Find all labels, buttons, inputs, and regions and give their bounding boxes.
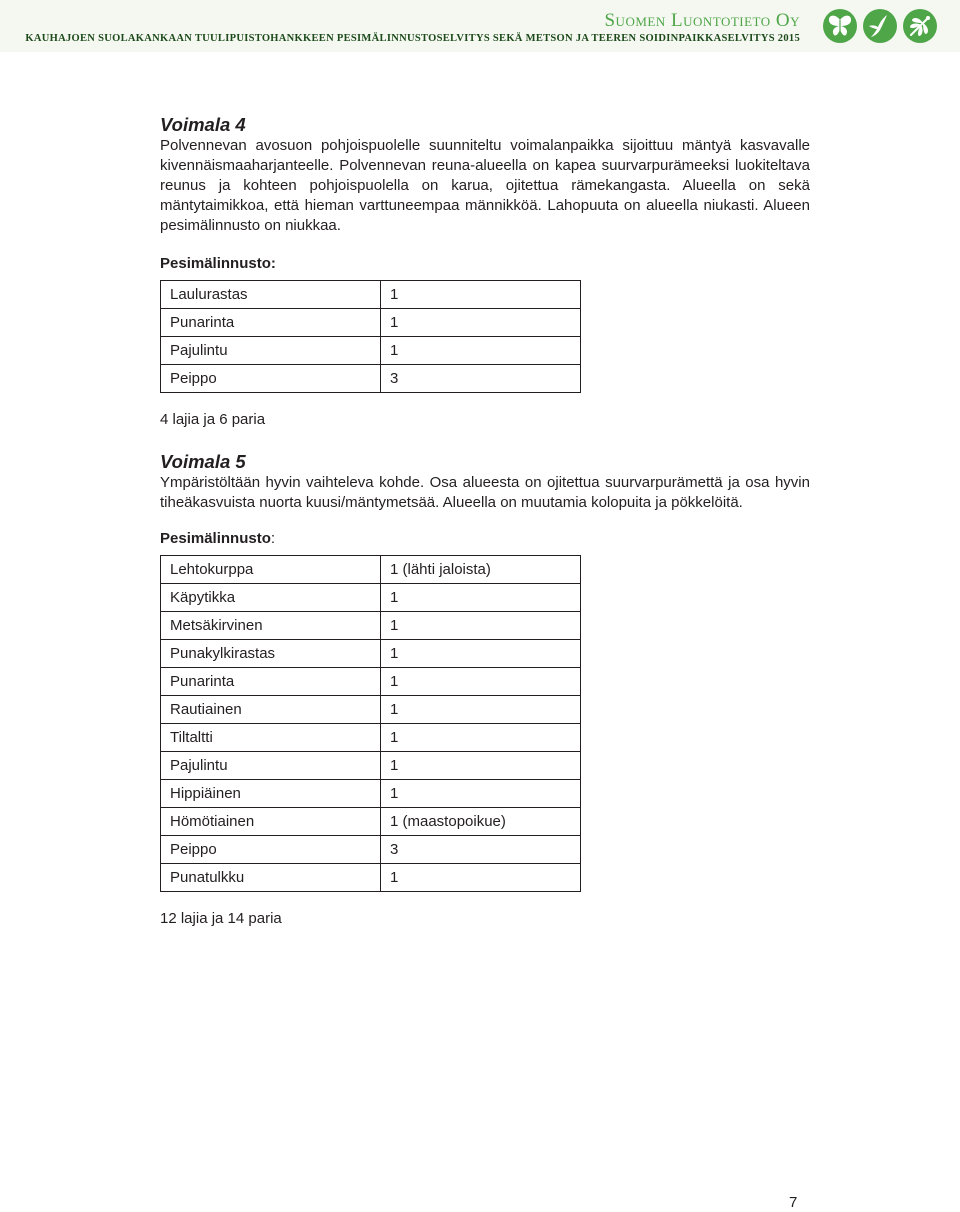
- table-row: [161, 724, 581, 752]
- table-row: [161, 864, 581, 892]
- species-count: 1 (maastopoikue): [381, 808, 581, 836]
- species-name: Punatulkku: [161, 864, 381, 892]
- page-header: [0, 0, 960, 52]
- species-name: Metsäkirvinen: [161, 612, 381, 640]
- voimala-4-species-table: [160, 280, 581, 393]
- bird-icon: [863, 9, 897, 43]
- table-row: [161, 365, 581, 393]
- section-heading-voimala-4: Voimala 4: [160, 114, 246, 135]
- table-row: [161, 612, 581, 640]
- species-name: Punakylkirastas: [161, 640, 381, 668]
- species-name: Lehtokurppa: [161, 556, 381, 584]
- species-name: Hömötiainen: [161, 808, 381, 836]
- species-count: 1: [381, 864, 581, 892]
- table-row: [161, 752, 581, 780]
- table-row: [161, 584, 581, 612]
- species-count: 1: [381, 752, 581, 780]
- voimala-5-species-table: [160, 555, 581, 892]
- company-name: Suomen Luontotieto Oy: [604, 10, 800, 31]
- species-name: Pajulintu: [161, 752, 381, 780]
- species-name: Laulurastas: [161, 281, 381, 309]
- table-row: [161, 836, 581, 864]
- table-row: [161, 556, 581, 584]
- voimala-4-label-text: Pesimälinnusto:: [160, 255, 276, 272]
- species-name: Pajulintu: [161, 337, 381, 365]
- voimala-5-label-colon: :: [270, 530, 276, 547]
- species-count: 1: [381, 309, 581, 337]
- species-name: Peippo: [161, 365, 381, 393]
- voimala-5-description: Ympäristöltään hyvin vaihteleva kohde. Osa alueesta on ojitettua suurvarpurämettä ja osa hyvin tiheäkasvuista nuorta kuusi/mäntymetsää. Alueella on muutamia kolopuita ja pökkelöitä.: [160, 474, 810, 511]
- section-heading-voimala-5: Voimala 5: [160, 451, 246, 472]
- species-name: Rautiainen: [161, 696, 381, 724]
- table-row: [161, 281, 581, 309]
- species-count: 3: [381, 365, 581, 393]
- species-count: 1: [381, 640, 581, 668]
- butterfly-icon: [823, 9, 857, 43]
- report-title: KAUHAJOEN SUOLAKANKAAN TUULIPUISTOHANKKEEN PESIMÄLINNUSTOSELVITYS SEKÄ METSON JA TEEREN SOIDINPAIKKASELVITYS 2015: [25, 33, 800, 44]
- species-name: Käpytikka: [161, 584, 381, 612]
- species-count: 1: [381, 612, 581, 640]
- table-row: [161, 337, 581, 365]
- table-row: [161, 640, 581, 668]
- species-count: 1: [381, 780, 581, 808]
- species-name: Peippo: [161, 836, 381, 864]
- species-count: 1: [381, 337, 581, 365]
- species-name: Tiltaltti: [161, 724, 381, 752]
- species-count: 1: [381, 281, 581, 309]
- table-row: [161, 668, 581, 696]
- species-count: 1: [381, 584, 581, 612]
- voimala-4-breeding-birds-label: [160, 254, 810, 274]
- species-count: 1: [381, 668, 581, 696]
- species-name: Hippiäinen: [161, 780, 381, 808]
- species-count: 1: [381, 724, 581, 752]
- voimala-5-summary: 12 lajia ja 14 paria: [160, 910, 282, 927]
- species-name: Punarinta: [161, 309, 381, 337]
- species-name: Punarinta: [161, 668, 381, 696]
- table-row: [161, 696, 581, 724]
- species-count: 1: [381, 696, 581, 724]
- table-row: [161, 808, 581, 836]
- voimala-4-description: Polvennevan avosuon pohjoispuolelle suunniteltu voimalanpaikka sijoittuu mäntyä kasvavalle kivennäismaaharjanteelle. Polvennevan reuna-alueella on kapea suurvarpurämeeksi luokiteltava reunus ja kohteen pohjoispuolella on karua, ojitettua rämekangasta. Alueella on sekä mäntytaimikkoa, että hieman varttuneempaa männikköä. Lahopuuta on alueella niukasti. Alueen pesimälinnusto on niukkaa.: [160, 137, 810, 234]
- voimala-5-label-text: Pesimälinnusto: [160, 530, 271, 547]
- table-row: [161, 780, 581, 808]
- main-content: [160, 114, 810, 929]
- species-count: 3: [381, 836, 581, 864]
- table-row: [161, 309, 581, 337]
- voimala-5-breeding-birds-label: [160, 529, 810, 549]
- voimala-4-summary: 4 lajia ja 6 paria: [160, 411, 266, 428]
- page-number: 7: [789, 1194, 798, 1211]
- species-count: 1 (lähti jaloista): [381, 556, 581, 584]
- dragonfly-icon: [903, 9, 937, 43]
